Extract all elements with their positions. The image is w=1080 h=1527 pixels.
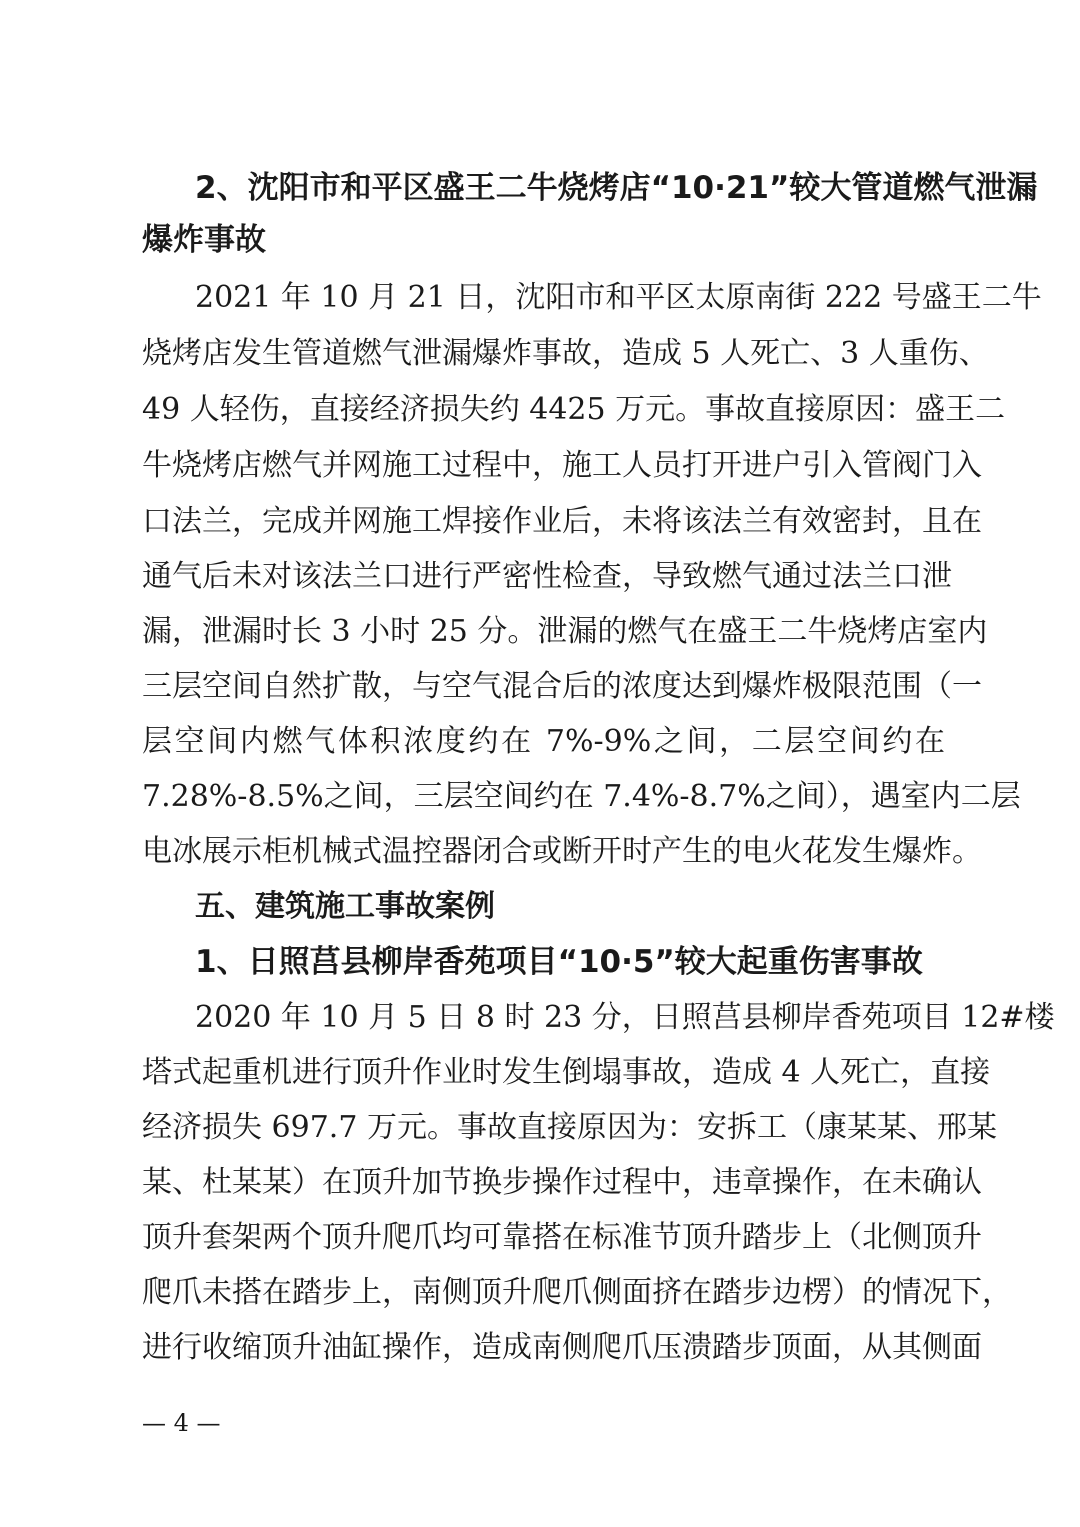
- case-heading: 1、日照莒县柳岸香苑项目“10·5”较大起重伤害事故: [195, 944, 923, 980]
- section-title: 五、建筑施工事故案例: [195, 889, 495, 924]
- paragraph-line: 2021 年 10 月 21 日，沈阳市和平区太原南街 222 号盛王二牛: [195, 280, 1042, 315]
- paragraph-line: 层空间内燃气体积浓度约在 7%-9%之间，二层空间约在: [142, 724, 945, 759]
- case-heading-line-2: 爆炸事故: [142, 222, 266, 258]
- paragraph-line: 2020 年 10 月 5 日 8 时 23 分，日照莒县柳岸香苑项目 12#楼: [195, 1000, 1055, 1035]
- paragraph-line: 7.28%-8.5%之间，三层空间约在 7.4%-8.7%之间），遇室内二层: [142, 779, 1021, 814]
- paragraph-line: 通气后未对该法兰口进行严密性检查，导致燃气通过法兰口泄: [142, 559, 952, 594]
- paragraph-line: 三层空间自然扩散，与空气混合后的浓度达到爆炸极限范围（一: [142, 669, 982, 704]
- paragraph-line: 49 人轻伤，直接经济损失约 4425 万元。事故直接原因：盛王二: [142, 392, 1006, 427]
- case-heading-line-1: 2、沈阳市和平区盛王二牛烧烤店“10·21”较大管道燃气泄漏: [195, 170, 1038, 206]
- paragraph-line: 爬爪未搭在踏步上，南侧顶升爬爪侧面挤在踏步边楞）的情况下，: [142, 1275, 1012, 1310]
- paragraph-line: 口法兰，完成并网施工焊接作业后，未将该法兰有效密封，且在: [142, 504, 982, 539]
- paragraph-line: 牛烧烤店燃气并网施工过程中，施工人员打开进户引入管阀门入: [142, 448, 982, 483]
- paragraph-line: 漏，泄漏时长 3 小时 25 分。泄漏的燃气在盛王二牛烧烤店室内: [142, 614, 988, 649]
- paragraph-line: 电冰展示柜机械式温控器闭合或断开时产生的电火花发生爆炸。: [142, 834, 982, 869]
- paragraph-line: 烧烤店发生管道燃气泄漏爆炸事故，造成 5 人死亡、3 人重伤、: [142, 336, 989, 371]
- paragraph-line: 经济损失 697.7 万元。事故直接原因为：安拆工（康某某、邢某: [142, 1110, 997, 1145]
- paragraph-line: 某、杜某某）在顶升加节换步操作过程中，违章操作，在未确认: [142, 1165, 982, 1200]
- paragraph-line: 进行收缩顶升油缸操作，造成南侧爬爪压溃踏步顶面，从其侧面: [142, 1330, 982, 1365]
- paragraph-line: 塔式起重机进行顶升作业时发生倒塌事故，造成 4 人死亡，直接: [142, 1055, 991, 1090]
- paragraph-line: 顶升套架两个顶升爬爪均可靠搭在标准节顶升踏步上（北侧顶升: [142, 1220, 982, 1255]
- page-number: — 4 —: [142, 1409, 221, 1437]
